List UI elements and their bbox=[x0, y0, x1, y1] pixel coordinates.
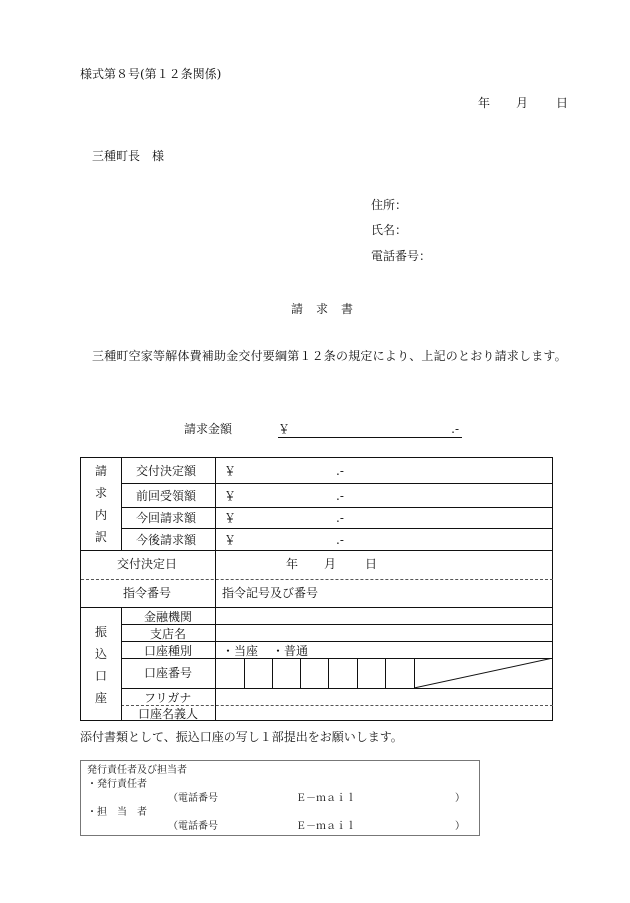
breakdown-side-label: 請 求 内 訳 bbox=[94, 464, 107, 544]
amount-suffix: .- bbox=[336, 464, 344, 478]
order-number-label: 指令番号 bbox=[123, 586, 172, 600]
date-year-label: 年 bbox=[478, 96, 491, 110]
bank-branch-label: 支店名 bbox=[150, 627, 187, 641]
address-label: 住所： bbox=[371, 198, 408, 212]
bank-side-label: 振 込 口 座 bbox=[94, 625, 107, 705]
bank-institution-label: 金融機関 bbox=[144, 610, 193, 624]
furigana-label: フリガナ bbox=[144, 691, 192, 705]
claim-amount-field[interactable] bbox=[278, 423, 462, 438]
account-type-option-ordinary[interactable]: ・普通 bbox=[272, 644, 309, 658]
decision-date-month: 月 bbox=[324, 557, 337, 571]
amount-suffix: .- bbox=[336, 511, 344, 525]
contact-phone-label: （電話番号 bbox=[168, 821, 218, 832]
issuer-email-label: Ｅ－ｍａｉｌ bbox=[296, 793, 356, 804]
addressee: 三種町長 様 bbox=[92, 149, 165, 163]
issuer-phone-label: （電話番号 bbox=[168, 793, 218, 804]
breakdown-label: 前回受領額 bbox=[136, 489, 197, 503]
claim-table bbox=[80, 457, 553, 721]
phone-label: 電話番号： bbox=[371, 249, 432, 263]
form-number: 様式第８号(第１２条関係) bbox=[80, 67, 222, 81]
account-number-label: 口座番号 bbox=[144, 666, 193, 680]
yen-symbol: ￥ bbox=[224, 533, 237, 547]
account-type-option-current[interactable]: ・当座 bbox=[222, 644, 259, 658]
issuer-label: ・発行責任者 bbox=[87, 779, 147, 790]
account-holder-label: 口座名義人 bbox=[138, 707, 199, 721]
breakdown-label: 今回請求額 bbox=[136, 511, 197, 525]
yen-symbol: ￥ bbox=[278, 422, 291, 436]
decision-date-label: 交付決定日 bbox=[117, 557, 178, 571]
breakdown-label: 今後請求額 bbox=[136, 533, 197, 547]
contact-box bbox=[80, 760, 480, 836]
yen-symbol: ￥ bbox=[224, 489, 237, 503]
date-month-label: 月 bbox=[516, 96, 529, 110]
account-type-label: 口座種別 bbox=[144, 644, 193, 658]
amount-suffix: .- bbox=[451, 422, 459, 436]
breakdown-label: 交付決定額 bbox=[136, 464, 197, 478]
contact-close-paren: ） bbox=[455, 821, 465, 832]
yen-symbol: ￥ bbox=[224, 464, 237, 478]
claim-amount-label: 請求金額 bbox=[184, 422, 233, 436]
issuer-close-paren: ） bbox=[455, 793, 465, 804]
attachment-note: 添付書類として、振込口座の写し１部提出をお願いします。 bbox=[80, 730, 403, 744]
yen-symbol: ￥ bbox=[224, 511, 237, 525]
document-title: 請求書 bbox=[291, 302, 367, 316]
decision-date-day: 日 bbox=[365, 557, 378, 571]
contact-person-label: ・担 当 者 bbox=[87, 807, 147, 818]
name-label: 氏名： bbox=[371, 223, 408, 237]
account-number-diagonal bbox=[414, 658, 553, 688]
body-text: 三種町空家等解体費補助金交付要綱第１２条の規定により、上記のとおり請求します。 bbox=[92, 349, 567, 363]
date-day-label: 日 bbox=[556, 96, 569, 110]
contact-title: 発行責任者及び担当者 bbox=[87, 765, 187, 776]
contact-email-label: Ｅ－ｍａｉｌ bbox=[296, 821, 356, 832]
decision-date-year: 年 bbox=[286, 557, 299, 571]
amount-suffix: .- bbox=[336, 489, 344, 503]
amount-suffix: .- bbox=[336, 533, 344, 547]
order-number-value: 指令記号及び番号 bbox=[222, 586, 319, 600]
